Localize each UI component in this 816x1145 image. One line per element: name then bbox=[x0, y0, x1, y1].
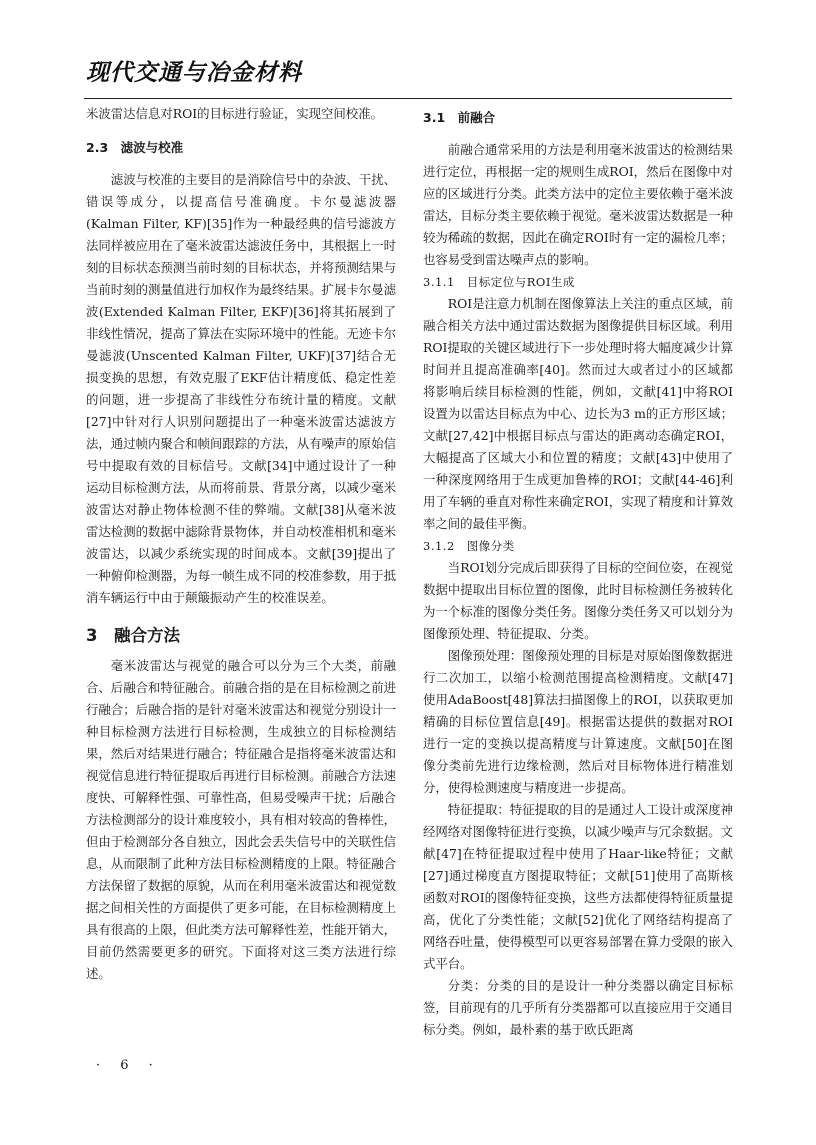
section-heading-3: 3 融合方法 bbox=[86, 626, 180, 645]
page-number: · 6 · bbox=[96, 1058, 161, 1073]
paragraph-roi: ROI是注意力机制在图像算法上关注的重点区域，前融合相关方法中通过雷达数据为图像提供目标区域。利用ROI提取的关键区域进行下一步处理时将大幅度减少计算时间并且提高准确率[40]。然而过大或者过小的区域都将影响后续目标检测的性能，例如，文献[41]中将ROI设置为以雷达目标点为中心、边长为3 m的正方形区域；文献[27,42]中根据目标点与雷达的距离动态确定ROI，大幅提高了区域大小和位置的精度；文献[43]中使用了一种深度网络用于生成更加鲁棒的ROI；文献[44-46]利用了车辆的垂直对称性来确定ROI，实现了精度和计算效率之间的最佳平衡。 bbox=[423, 296, 733, 531]
subsection-heading-3-1-2: 3.1.2 图像分类 bbox=[423, 539, 515, 553]
header-rule bbox=[84, 98, 732, 99]
paragraph-filtering: 滤波与校准的主要目的是消除信号中的杂波、干扰、错误等成分，以提高信号准确度。卡尔曼滤波器(Kalman Filter, KF)[35]作为一种最经典的信号滤波方法同样被应用在了毫米波雷达滤波任务中，其根据上一时刻的目标状态预测当前时刻的目标状态，并将预测结果与当前时刻的测量值进行加权作为最终结果。扩展卡尔曼滤波(Extended Kalman Filter, EKF)[36]将其拓展到了非线性情况，提高了算法在实际环境中的性能。无迹卡尔曼滤波(Unscented Kalman Filter, UKF)[37]结合无损变换的思想，有效克服了EKF估计精度低、稳定性差的问题，进一步提高了非线性分布统计量的精度。文献[27]中针对行人识别问题提出了一种毫米波雷达滤波方法，通过帧内聚合和帧间跟踪的方法，从有噪声的原始信号中提取有效的目标信号。文献[34]中通过设计了一种运动目标检测方法，从而将前景、背景分离，以减少毫米波雷达对静止物体检测不佳的弊端。文献[38]从毫米波雷达检测的数据中滤除背景物体，并自动校准相机和毫米波雷达，以减少系统实现的时间成本。文献[39]提出了一种俯仰检测器，为每一帧生成不同的校准参数，用于抵消车辆运行中由于颠簸振动产生的校准误差。 bbox=[86, 172, 396, 605]
journal-title: 现代交通与冶金材料 bbox=[86, 59, 302, 86]
paragraph-early-fusion: 前融合通常采用的方法是利用毫米波雷达的检测结果进行定位，再根据一定的规则生成ROI，然后在图像中对应的区域进行分类。此类方法中的定位主要依赖于毫米波雷达，目标分类主要依赖于视觉。毫米波雷达数据是一种较为稀疏的数据，因此在确定ROI时有一定的漏检几率；也容易受到雷达噪声点的影响。 bbox=[423, 142, 733, 267]
right-column bbox=[423, 103, 733, 1041]
left-column bbox=[86, 103, 396, 985]
subsection-heading-3-1-1: 3.1.1 目标定位与ROI生成 bbox=[423, 275, 575, 289]
paragraph-continuation: 米波雷达信息对ROI的目标进行验证，实现空间校准。 bbox=[86, 106, 383, 121]
paragraph-feature-extraction: 特征提取：特征提取的目的是通过人工设计或深度神经网络对图像特征进行变换，以减少噪声与冗余数据。文献[47]在特征提取过程中使用了Haar-like特征；文献[27]通过梯度直方图提取特征；文献[51]使用了高斯核函数对ROI的图像特征变换，这些方法都使得特征质量提高，优化了分类性能；文献[52]优化了网络结构提高了网络吞吐量，使得模型可以更容易部署在算力受限的嵌入式平台。 bbox=[423, 802, 733, 971]
paragraph-image-classification: 当ROI划分完成后即获得了目标的空间位姿，在视觉数据中提取出目标位置的图像，此时目标检测任务被转化为一个标准的图像分类任务。图像分类任务又可以划分为图像预处理、特征提取、分类。 bbox=[423, 560, 733, 641]
paragraph-classification: 分类：分类的目的是设计一种分类器以确定目标标签，目前现有的几乎所有分类器都可以直接应用于交通目标分类。例如，最朴素的基于欧氏距离 bbox=[423, 978, 733, 1037]
paragraph-preprocessing: 图像预处理：图像预处理的目标是对原始图像数据进行二次加工，以缩小检测范围提高检测精度。文献[47]使用AdaBoost[48]算法扫描图像上的ROI，以获取更加精确的目标位置信息[49]。根据雷达提供的数据对ROI进行一定的变换以提高精度与计算速度。文献[50]在图像分类前先进行边缘检测，然后对目标物体进行精准划分，使得检测速度与精度进一步提高。 bbox=[423, 648, 733, 795]
paragraph-fusion-methods: 毫米波雷达与视觉的融合可以分为三个大类，前融合、后融合和特征融合。前融合指的是在目标检测之前进行融合；后融合指的是针对毫米波雷达和视觉分别设计一种目标检测方法进行目标检测，生成独立的目标检测结果，然后对结果进行融合；特征融合是指将毫米波雷达和视觉信息进行特征提取后再进行目标检测。前融合方法速度快、可解释性强、可靠性高，但易受噪声干扰；后融合方法检测部分的设计难度较小，具有相对较高的鲁棒性，但由于检测部分各自独立，因此会丢失信号中的关联性信息，从而限制了此种方法目标检测精度的上限。特征融合方法保留了数据的原貌，从而在利用毫米波雷达和视觉数据之间相关性的方面提供了更多可能，在目标检测精度上具有很高的上限，但此类方法可解释性差，性能开销大，目前仍然需要更多的研究。下面将对这三类方法进行综述。 bbox=[86, 658, 396, 981]
section-heading-3-1: 3.1 前融合 bbox=[423, 110, 496, 125]
section-heading-2-3: 2.3 滤波与校准 bbox=[86, 140, 184, 155]
